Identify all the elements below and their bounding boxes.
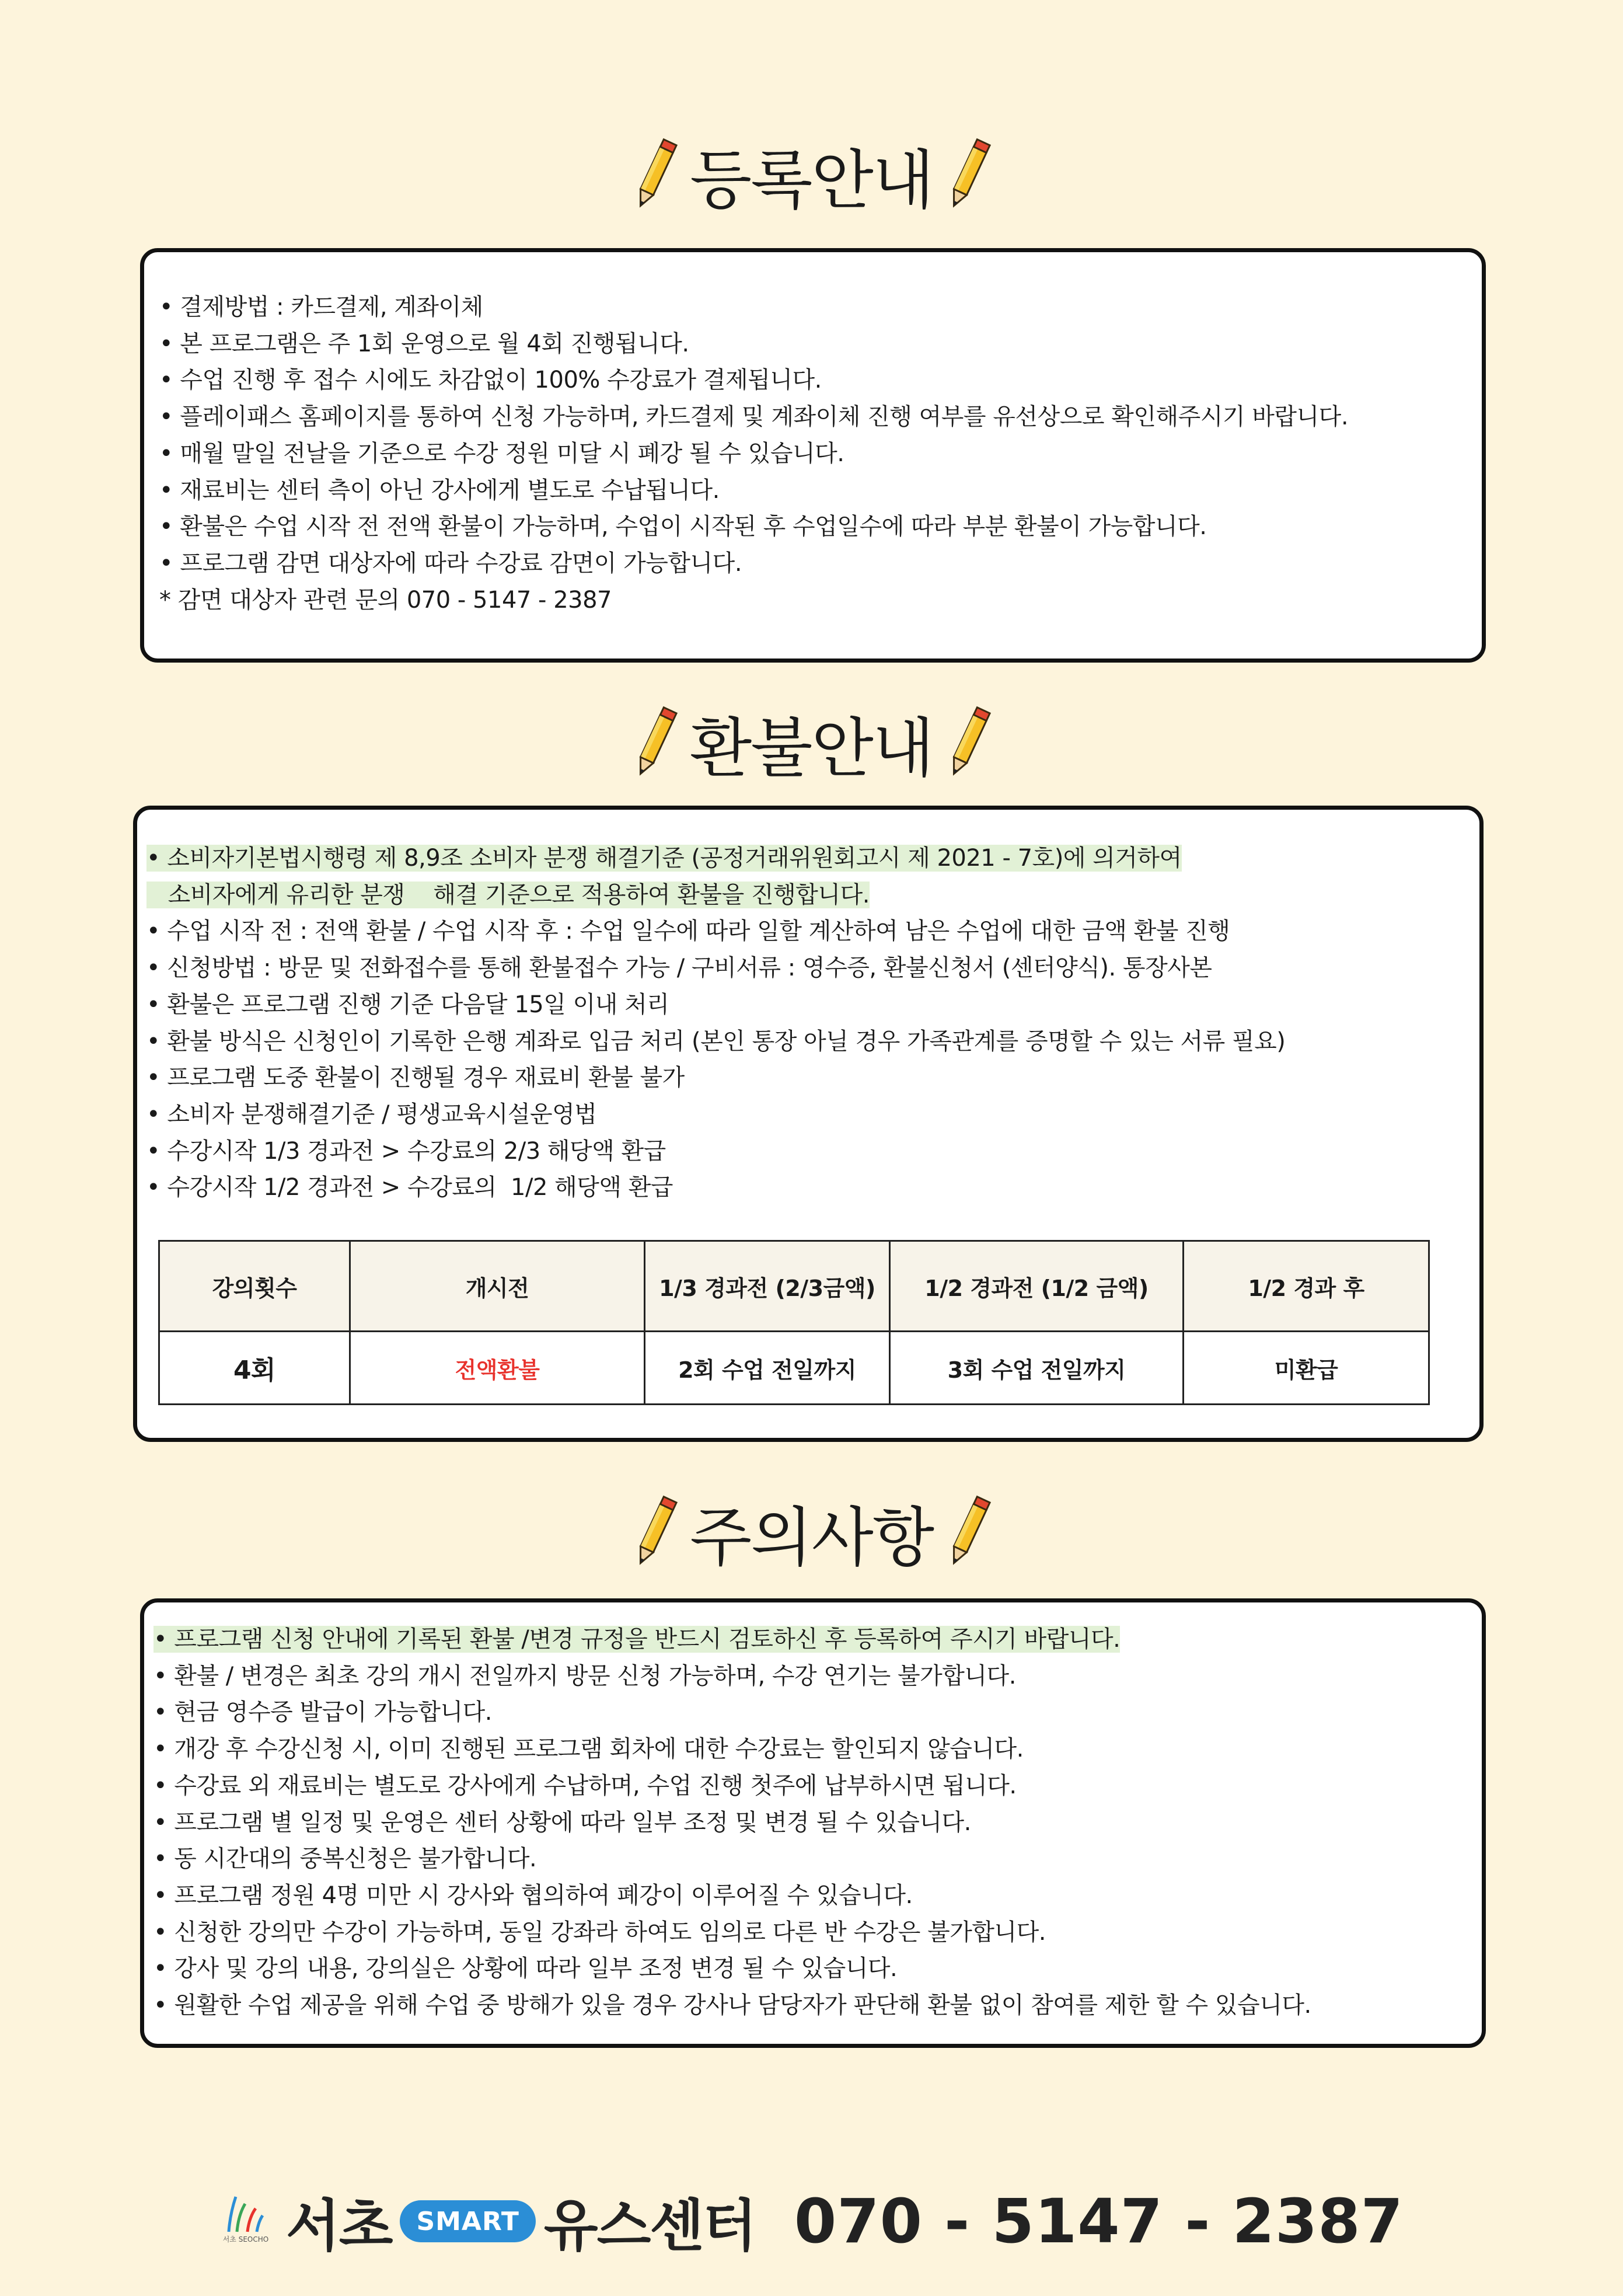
table-header-cell: 1/2 경과전 (1/2 금액) bbox=[890, 1241, 1184, 1332]
list-item bbox=[146, 840, 1285, 877]
list-item: • 매월 말일 전날을 기준으로 수강 정원 미달 시 폐강 될 수 있습니다. bbox=[159, 440, 844, 467]
table-header-cell: 강의횟수 bbox=[159, 1241, 350, 1332]
highlighted-text: 소비자에게 유리한 분쟁 해결 기준으로 적용하여 환불을 진행합니다. bbox=[146, 881, 870, 908]
highlighted-text: • 프로그램 신청 안내에 기록된 환불 /변경 규정을 반드시 검토하신 후 등록하여 주시기 바랍니다. bbox=[153, 1626, 1121, 1653]
cautions-list bbox=[153, 1621, 1311, 2024]
refund-title-row bbox=[0, 694, 1623, 793]
pencil-icon bbox=[631, 137, 678, 213]
table-header-cell: 1/3 경과전 (2/3금액) bbox=[645, 1241, 890, 1332]
refund-box bbox=[133, 806, 1484, 1442]
list-item: • 수강시작 1/3 경과전 > 수강료의 2/3 해당액 환급 bbox=[146, 1137, 666, 1165]
table-cell: 2회 수업 전일까지 bbox=[645, 1332, 890, 1405]
seocho-logo-icon bbox=[225, 2192, 266, 2234]
list-item bbox=[153, 1621, 1311, 1658]
table-header-cell: 1/2 경과 후 bbox=[1184, 1241, 1429, 1332]
list-item: • 수강료 외 재료비는 별도로 강사에게 수납하며, 수업 진행 첫주에 납부하시면 됩니다. bbox=[153, 1772, 1017, 1799]
registration-box bbox=[140, 248, 1486, 663]
pencil-icon bbox=[945, 705, 992, 781]
table-header-row bbox=[159, 1241, 1429, 1332]
list-item: • 원활한 수업 제공을 위해 수업 중 방해가 있을 경우 강사나 담당자가 판단해 환불 없이 참여를 제한 할 수 있습니다. bbox=[153, 1992, 1311, 2019]
list-item: • 환불은 수업 시작 전 전액 환불이 가능하며, 수업이 시작된 후 수업일수에 따라 부분 환불이 가능합니다. bbox=[159, 513, 1207, 541]
pencil-icon bbox=[945, 137, 992, 213]
list-item: • 결제방법 : 카드결제, 계좌이체 bbox=[159, 294, 483, 320]
list-item: • 플레이패스 홈페이지를 통하여 신청 가능하며, 카드결제 및 계좌이체 진행 여부를 유선상으로 확인해주시기 바랍니다. bbox=[159, 403, 1349, 431]
table-cell-full-refund: 전액환불 bbox=[350, 1332, 645, 1405]
cautions-title-row bbox=[0, 1483, 1623, 1582]
registration-list bbox=[159, 289, 1348, 618]
list-item: • 신청방법 : 방문 및 전화접수를 통해 환불접수 가능 / 구비서류 : 영수증, 환불신청서 (센터양식). 통장사본 bbox=[146, 954, 1212, 982]
logo-caption: 서초 SEOCHO bbox=[222, 2235, 269, 2243]
list-item: • 프로그램 감면 대상자에 따라 수강료 감면이 가능합니다. bbox=[159, 549, 742, 577]
refund-table bbox=[158, 1240, 1430, 1405]
registration-title: 등록안내 bbox=[689, 143, 934, 218]
seocho-logo bbox=[219, 2192, 272, 2250]
list-item: • 프로그램 별 일정 및 운영은 센터 상황에 따라 일부 조정 및 변경 될 수 있습니다. bbox=[153, 1809, 971, 1836]
list-item: • 본 프로그램은 주 1회 운영으로 월 4회 진행됩니다. bbox=[159, 330, 689, 357]
center-name-part2: 유스센터 bbox=[543, 2193, 756, 2259]
list-item: • 신청한 강의만 수강이 가능하며, 동일 강좌라 하여도 임의로 다른 반 수강은 불가합니다. bbox=[153, 1918, 1046, 1946]
list-item: • 수강시작 1/2 경과전 > 수강료의 1/2 해당액 환급 bbox=[146, 1174, 673, 1201]
list-item bbox=[146, 877, 1285, 914]
cautions-title: 주의사항 bbox=[689, 1500, 934, 1575]
list-item: • 프로그램 도중 환불이 진행될 경우 재료비 환불 불가 bbox=[146, 1064, 685, 1092]
refund-list bbox=[146, 840, 1285, 1206]
list-item: • 수업 시작 전 : 전액 환불 / 수업 시작 후 : 수업 일수에 따라 일할 계산하여 남은 수업에 대한 금액 환불 진행 bbox=[146, 918, 1230, 945]
list-item: • 현금 영수증 발급이 가능합니다. bbox=[153, 1699, 492, 1726]
refund-title: 환불안내 bbox=[689, 711, 934, 786]
discount-note: * 감면 대상자 관련 문의 070 - 5147 - 2387 bbox=[159, 586, 612, 614]
list-item: • 동 시간대의 중복신청은 불가합니다. bbox=[153, 1845, 537, 1873]
list-item: • 환불 / 변경은 최초 강의 개시 전일까지 방문 신청 가능하며, 수강 연기는 불가합니다. bbox=[153, 1662, 1016, 1689]
list-item: • 강사 및 강의 내용, 강의실은 상황에 따라 일부 조정 변경 될 수 있습니다. bbox=[153, 1955, 898, 1983]
list-item: • 환불은 프로그램 진행 기준 다음달 15일 이내 처리 bbox=[146, 991, 669, 1018]
list-item: • 재료비는 센터 측이 아닌 강사에게 별도로 수납됩니다. bbox=[159, 476, 720, 504]
highlighted-text: • 소비자기본법시행령 제 8,9조 소비자 분쟁 해결기준 (공정거래위원회고시 제 2021 - 7호)에 의거하여 bbox=[146, 845, 1182, 872]
table-header-cell: 개시전 bbox=[350, 1241, 645, 1332]
list-item: • 수업 진행 후 접수 시에도 차감없이 100% 수강료가 결제됩니다. bbox=[159, 367, 822, 394]
center-name-part1: 서초 bbox=[285, 2193, 392, 2259]
pencil-icon bbox=[945, 1494, 992, 1570]
footer bbox=[0, 2177, 1623, 2265]
pencil-icon bbox=[631, 705, 678, 781]
list-item: • 소비자 분쟁해결기준 / 평생교육시설운영법 bbox=[146, 1100, 597, 1128]
table-row bbox=[159, 1332, 1429, 1405]
list-item: • 환불 방식은 신청인이 기록한 은행 계좌로 입금 처리 (본인 통장 아닐 경우 가족관계를 증명할 수 있는 서류 필요) bbox=[146, 1027, 1286, 1055]
cautions-box bbox=[140, 1598, 1486, 2048]
list-item: • 개강 후 수강신청 시, 이미 진행된 프로그램 회차에 대한 수강료는 할인되지 않습니다. bbox=[153, 1736, 1024, 1763]
pencil-icon bbox=[631, 1494, 678, 1570]
phone-number: 070 - 5147 - 2387 bbox=[794, 2186, 1404, 2257]
registration-title-row bbox=[0, 126, 1623, 225]
table-cell: 3회 수업 전일까지 bbox=[890, 1332, 1184, 1405]
table-cell: 4회 bbox=[159, 1332, 350, 1405]
smart-badge: SMART bbox=[400, 2200, 535, 2242]
table-cell: 미환급 bbox=[1184, 1332, 1429, 1405]
list-item: • 프로그램 정원 4명 미만 시 강사와 협의하여 폐강이 이루어질 수 있습니다. bbox=[153, 1882, 913, 1909]
